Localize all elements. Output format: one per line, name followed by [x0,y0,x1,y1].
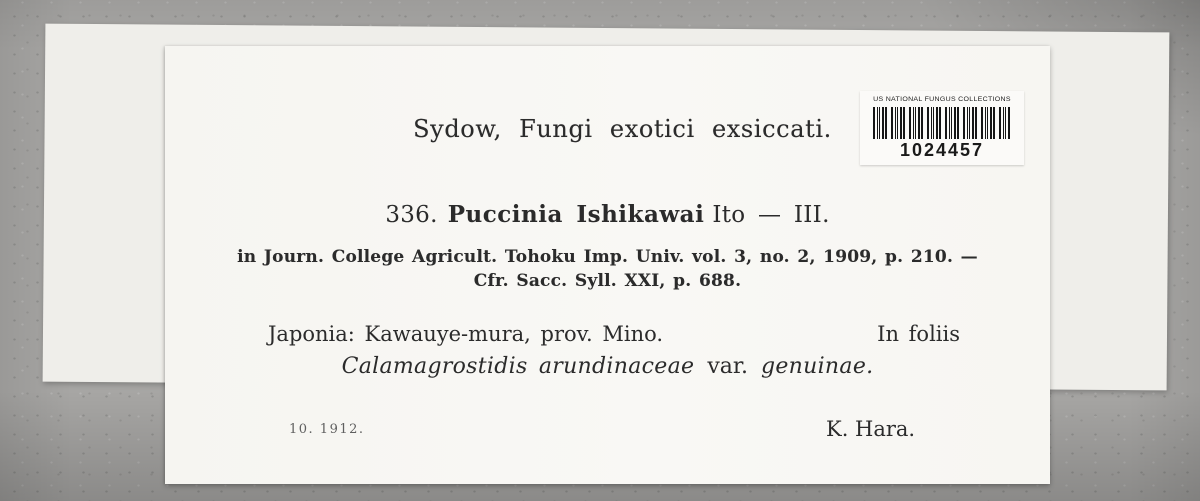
collector-name: K. Hara. [826,417,916,441]
species-title-line [165,200,1050,230]
collection-date: 10. 1912. [289,422,365,437]
specimen-number: 336. [385,202,438,228]
locality-text: Japonia: Kawauye-mura, prov. Mino. [268,322,664,346]
species-name: Puccinia Ishikawai [447,201,705,228]
locality-row [165,321,1050,347]
host-species-name: Calamagrostidis arundinaceae [341,354,695,379]
barcode-number: 1024457 [899,140,985,160]
host-rank-abbrev: var. [707,354,748,379]
substrate-note: In foliis [877,322,960,346]
citation-line-1: in Journ. College Agricult. Tohoku Imp. Univ. vol. 3, no. 2, 1909, p. 210. — [237,247,978,267]
barcode-header-text: US NATIONAL FUNGUS COLLECTIONS [873,96,1011,103]
host-plant-line [165,353,1050,380]
barcode-sticker [860,91,1024,165]
barcode-icon [873,107,1011,139]
species-authority: Ito — III. [712,202,830,228]
host-variety-name: genuinae. [760,354,874,379]
citation-line-2: Cfr. Sacc. Syll. XXI, p. 688. [473,271,742,291]
series-title: Sydow, Fungi exotici exsiccati. [413,115,832,143]
